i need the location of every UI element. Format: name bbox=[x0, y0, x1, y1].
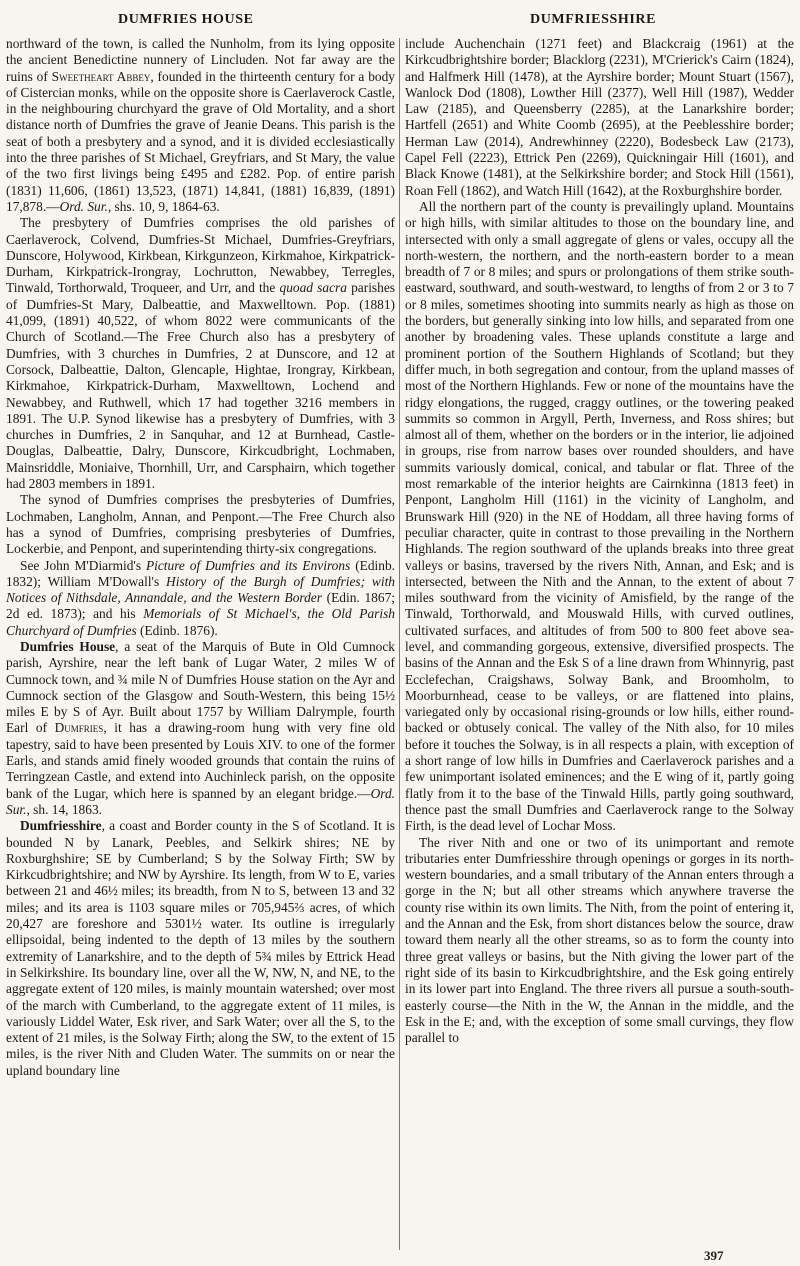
header-left: DUMFRIES HOUSE bbox=[118, 12, 254, 27]
text-run: , it has a drawing-room hung with very fine old tapestry, said to have been presented by Louis XIV. to one of the former Earls, and stands amid finely wooded grounds that contain the ruins of Terringzean Castle, and extend into Auchinleck parish, on the opposite bank of the Lugar, which here is spanned by an elegant bridge.— bbox=[6, 720, 395, 801]
column-divider bbox=[399, 38, 400, 1250]
right-text-column bbox=[405, 36, 794, 1254]
paragraph bbox=[6, 558, 395, 639]
paragraph bbox=[405, 199, 794, 835]
paragraph bbox=[405, 835, 794, 1047]
paragraph bbox=[6, 639, 395, 818]
page-number: 397 bbox=[704, 1248, 724, 1263]
text-run: All the northern part of the county is prevailingly upland. Mountains or high hills, with similar altitudes to those on the boundary line, and intersected with only a small aggregate of glens or vales, occupy all the north-western, the northern, and the north-eastern border to a mean breadth of 7 or 8 miles; and spurs or prolongations of them strike south-eastward, southward, and south-westward, to lengths of from 2 or 3 to 7 or 8 miles, sometimes shooting into summits nearly as high as those on the borders, but generally sinking into low hills, and separated from one another by broadening vales. These uplands constitute a large and prominent portion of the Southern Highlands of Scotland; but they differ much, in both segregation and contour, from the upland masses of most of the Northern Highlands. Few or none of the mountains have the ridgy elongations, the rugged, craggy outlines, or the towering peaked summits so common in Argyll, Perth, Inverness, and Ross shires; but almost all of them, whether on the borders or in the interior, lie adjoined in groups, rise from narrow bases over rounded shoulders, and have summits variously domical, conical, and tabular or flat. Three of the most remarkable of the interior heights are Cairnkinna (1813 feet) in Penpont, Langholm Hill (1161) in the vicinity of Langholm, and Brunswark Hill (920) in the NE of Hoddam, all three having forms of peculiar character, quite in contrast to those prevailing in the Northern Highlands. The region southward of the uplands breaks into three great valleys or basins, traversed by the rivers Nith, Annan, and Esk; and is intersected, between the Nith and the Annan, to the extent of about 7 miles southward from the vicinity of Amisfield, by the range of the Tinwald, Torthorwald, and Mouswald Hills, with curved outlines, cultivated surfaces, and altitudes of from 500 to 800 feet above sea-level, and commanding gorgeous, extensive, diversified prospects. The basins of the Annan and the Esk S of a line drawn from Whinnyrig, past Ecclefechan, Craigshaws, Solway Bank, and Broomholm, to Moorburnhead, cease to be valleys, or are flattened into plains, variegated only by occasional rising-grounds or low hills, either round-backed or obtusely conical. The valley of the Nith also, for 10 miles before it touches the Solway, is in all respects a plain, with exception of a short range of low hills in Dumfries and Caerlaverock parishes and a few unimportant isolated eminences; and the E wing of it, partly going flatly from it to the base of the Tinwald Hills, partly going southward, thence past the small Dumfries and Caerlaverock range to the Solway Firth, is the dead level of Lochar Moss. bbox=[405, 198, 794, 834]
entry-headword: Dumfries House bbox=[20, 638, 116, 654]
text-run: (Edinb. 1876). bbox=[136, 622, 218, 638]
text-run: See John M'Diarmid's bbox=[20, 557, 146, 573]
text-run: , a coast and Border county in the S of Scotland. It is bounded N by Lanark, Peebles, and Selkirk shires; NE by Roxburghshire; SE by Cumberland; S by the Solway Firth; SW by Kirkcudbrightshire; and NW by Ayrshire. Its length, from W to E, varies between 21 and 46½ miles; its breadth, from N to S, between 13 and 32 miles; and its area is 1103 square miles or 705,945⅔ acres, of which 20,427 are foreshore and 5301½ water. Its outline is irregularly ellipsoidal, being indented to the depth of 13 miles by the southern extremity of Lanarkshire, and to the depth of 5¾ miles by Ettrick Head in Selkirkshire. Its boundary line, over all the W, NW, N, and NE, to the aggregate extent of 120 miles, is mainly mountain watershed; over most of the march with Cumberland, to the aggregate extent of 11 miles, is variously Liddel Water, Esk river, and Sark Water; over all the S, to the extent of 21 miles, is the Solway Firth; along the SW, to the extent of 15 miles, is the river Nith and Cluden Water. The summits on or near the upland boundary line bbox=[6, 818, 395, 1078]
text-run: The river Nith and one or two of its unimportant and remote tributaries enter Dumfriesshire through openings or gorges in its north-western boundaries, and a small tributary of the Annan enters through a gorge in the N; but all other streams which anywhere traverse the county rise within its own limits. The Nith, from the point of entering it, and the Annan and the Esk, from short distances below the source, draw toward them nearly all the other streams, so as to form the county into three great valleys or basins, but the Nith giving the lower part of the right side of its basin to Kirkcudbrightshire, and the Esk going entirely in its lower part into England. The three rivers all pursue a south-south-easterly course—the Nith in the W, the Annan in the middle, and the Esk in the E; and, with the exception of some small curvings, they flow parallel to bbox=[405, 834, 794, 1046]
text-run: , shs. 10, 9, 1864-63. bbox=[107, 198, 220, 214]
text-run: include Auchenchain (1271 feet) and Blackcraig (1961) at the Kirkcudbrightshire border; Blacklorg (2231), M'Crierick's Cairn (1824), and Halfmerk Hill (1478), at the Ayrshire border; Mount Stuart (1567), Wanlock Dod (1808), Lowther Hill (2377), Well Hill (1987), Wedder Law (2185), and Queensberry (2285), at the Lanarkshire border; Hartfell (2651) and White Coomb (2695), at the Peeblesshire border; Herman Law (2014), Andrewhinney (2220), Bodesbeck Law (2173), Capel Fell (2223), Ettrick Pen (2269), Quickningair Hill (1601), and Black Knowe (1481), at the Selkirkshire border; and Stock Hill (1561), Roan Fell (1862), and Watch Hill (1642), at the Roxburghshire border. bbox=[405, 36, 794, 198]
italic-text: quoad sacra bbox=[279, 280, 347, 296]
paragraph bbox=[405, 36, 794, 199]
italic-text: Ord. Sur. bbox=[59, 198, 108, 214]
text-run: , founded in the thirteenth century for a body of Cistercian monks, while on the opposite shore is Caerlaverock Castle, in the neighbouring churchyard the grave of Old Mortality, and a short distance north of Dumfries the grave of Jeanie Deans. This parish is the seat of both a presbytery and a synod, and it is divided ecclesiastically into the three parishes of St Michael, Greyfriars, and St Mary, the value of the two first livings being £495 and £282. Pop. of entire parish (1831) 11,606, (1861) 13,523, (1871) 14,841, (1881) 16,839, (1891) 17,878.— bbox=[6, 68, 395, 214]
text-run: (Edinb. 1832); William M'Dowall's bbox=[6, 557, 395, 589]
italic-text: Picture of Dumfries and its Environs bbox=[145, 557, 351, 573]
text-run: , a seat of the Marquis of Bute in Old Cumnock parish, Ayrshire, near the left bank of Lugar Water, 2 miles W of Cumnock town, and ¾ mile N of Dumfries House station on the Ayr and Cumnock section of the Glasgow and South-Western, this being 15½ miles E by S of Ayr. Built about 1757 by William Dalrymple, fourth Earl of bbox=[6, 638, 395, 736]
entry-headword: Dumfriesshire bbox=[20, 818, 102, 834]
paragraph bbox=[6, 215, 395, 492]
text-run: parishes of Dumfries-St Mary, Dalbeattie, and Maxwelltown. Pop. (1881) 41,099, (1891) 40,522, of whom 8022 were communicants of the Church of Scotland.—The Free Church also has a presbytery of Dumfries, with 3 churches in Dumfries, 2 at Dunscore, and 12 at Corsock, Dalbeattie, Dalton, Glencaple, Hightae, Irongray, Kirkbean, Kirkmahoe, Kirkpatrick-Durham, Maxwelltown, Lochend and Newabbey, and Ruthwell, which 17 had together 3216 members in 1891. The U.P. Synod likewise has a presbytery of Dumfries, with 3 churches in Dumfries, 2 in Sanquhar, and 12 at Burnhead, Castle-Douglas, Dalbeattie, Dalry, Dunscore, Kirkcudbright, Lochmaben, Mainsriddle, Moniaive, Thornhill, Urr, and Carsphairn, which together had 2803 members in 1891. bbox=[6, 280, 395, 492]
header-right: DUMFRIESSHIRE bbox=[530, 12, 657, 27]
text-run: (Edin. 1867; 2d ed. 1873); and his bbox=[6, 590, 395, 622]
left-text-column bbox=[6, 36, 395, 1254]
paragraph bbox=[6, 492, 395, 557]
italic-text: Ord. Sur. bbox=[6, 785, 395, 817]
paragraph bbox=[6, 818, 395, 1079]
small-caps-text: Dumfries bbox=[54, 720, 104, 736]
text-run: The presbytery of Dumfries comprises the old parishes of Caerlaverock, Colvend, Dumfries-St Michael, Dumfries-Greyfriars, Dunscore, Holywood, Kirkbean, Kirkgunzeon, Kirkmahoe, Kirkpatrick-Durham, Kirkpatrick-Irongray, Lochrutton, Newabbey, Terregles, Tinwald, Torthorwald, Troqueer, and Urr, and the bbox=[6, 215, 395, 296]
italic-text: Memorials of St Michael's, the Old Parish Churchyard of Dumfries bbox=[6, 606, 395, 638]
small-caps-text: Sweetheart Abbey bbox=[51, 68, 151, 84]
italic-text: History of the Burgh of Dumfries; with Notices of Nithsdale, Annandale, and the Western Border bbox=[6, 573, 395, 606]
text-run: The synod of Dumfries comprises the presbyteries of Dumfries, Lochmaben, Langholm, Annan, and Penpont.—The Free Church also has a synod of Dumfries, comprising presbyteries of Dumfries, Lockerbie, and Penpont, and superintending thirty-six congregations. bbox=[6, 492, 395, 557]
text-run: , sh. 14, 1863. bbox=[26, 801, 102, 817]
running-header bbox=[0, 12, 800, 32]
text-run: northward of the town, is called the Nunholm, from its lying opposite the ancient Benedictine nunnery of Lincluden. Not far away are the ruins of bbox=[6, 36, 395, 84]
paragraph bbox=[6, 36, 395, 215]
